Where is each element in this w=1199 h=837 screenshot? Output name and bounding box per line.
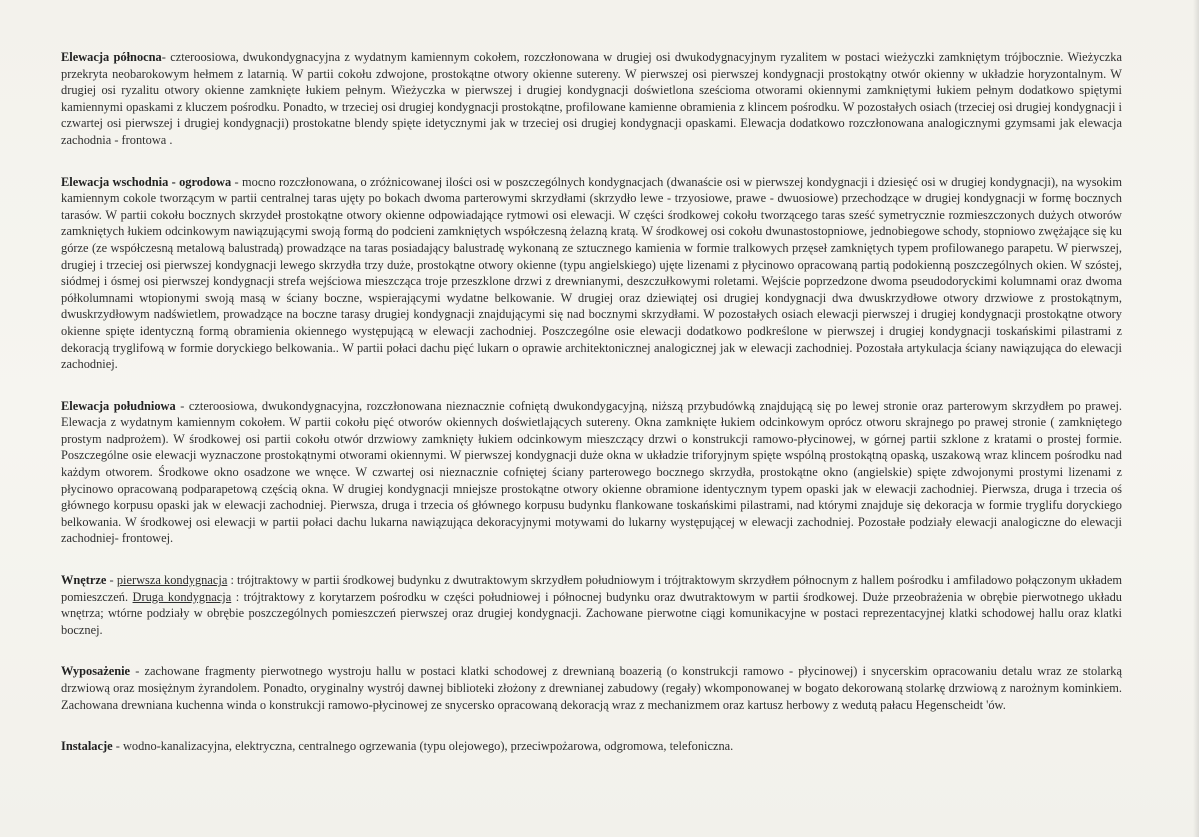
section-heading: Elewacja wschodnia - ogrodowa <box>61 174 232 189</box>
section-north-elevation <box>61 49 1122 149</box>
section-text: - wodno-kanalizacyjna, elektryczna, centralnego ogrzewania (typu olejowego), przeciwpożarowa, odgromowa, telefoniczna. <box>112 739 734 754</box>
section-text-mid: : trójtraktowy w partii środkowej budynku z dwutraktowym skrzydłem południowym i trójtraktowym skrzydłem północnym z hallem pośrodku i amfiladowo połączonym układem pomieszczeń. <box>61 573 1122 604</box>
underlined-term-first-floor: pierwsza kondygnacja <box>116 573 228 588</box>
section-installations <box>61 738 1122 755</box>
section-interior <box>61 572 1122 638</box>
section-heading: Elewacja południowa <box>61 398 176 413</box>
section-south-elevation <box>61 398 1122 547</box>
page-edge-shadow <box>1193 0 1199 837</box>
section-text-pre: - <box>106 573 117 588</box>
document-body <box>61 49 1122 780</box>
section-equipment <box>61 663 1122 713</box>
section-heading: Wyposażenie <box>61 664 131 679</box>
section-heading: Wnętrze <box>61 573 107 588</box>
underlined-term-second-floor: Druga kondygnacja <box>132 589 232 604</box>
section-east-elevation <box>61 174 1122 373</box>
section-text: - mocno rozczłonowana, o zróżnicowanej ilości osi w poszczególnych kondygnacjach (dwanaście osi w pierwszej kondygnacji i dziesięć osi w drugiej kondygnacji), na wysokim kamiennym cokole tworzącym w partii centralnej taras ujęty po bokach dwoma parterowymi skrzydłami (skrzydło lewe - trzyosiowe, prawe - dwuosiowe) przechodzące w drugiej kondygnacji w formę bocznych tarasów. W partii cokołu bocznych skrzydeł prostokątne otwory okienne odpowiadające rytmowi osi elewacji. W części środkowej cokołu tworzącego taras sześć symetrycznie rozmieszczonych dużych otworów zamkniętych łukiem odcinkowym nawiązującymi swoją formą do podcieni zamkniętych współczesną żelazną kratą. W środkowej osi cokołu dwunastostopniowe, jednobiegowe schody, stopniowo zwężające się ku górze (ze współczesną metalową balustradą) prowadzące na taras posiadający balustradę wykonaną ze sztucznego kamienia w formie tralkowych przęseł zamkniętych typem profilowanego parapetu. W pierwszej, drugiej i trzeciej osi pierwszej kondygnacji lewego skrzydła trzy duże, prostokątne otwory okienne (typu angielskiego) ujęte lizenami z płycinowo opracowaną partią podokienną poszczególnych okien. W szóstej, siódmej i ósmej osi pierwszej kondygnacji strefa wejściowa mieszcząca troje przeszklone drzwi z drewnianymi, deszczułkowymi roletami. Wejście poprzedzone dwoma pseudodoryckimi kolumnami oraz dwoma półkolumnami wtopionymi swoją masą w ściany boczne, wspierającymi wydatne belkowanie. W drugiej oraz dziewiątej osi drugiej kondygnacji dwa dwuskrzydłowe otwory drzwiowe z prostokątnym, dwuskrzydłowym nadświetlem, prowadzące na boczne tarasy drugiej kondygnacji znajdującymi się nad bocznymi skrzydłami. W pozostałych osiach elewacji pierwszej i drugiej kondygnacji prostokątne otwory okienne spięte identyczną formą obramienia okiennego występującą w elewacji zachodniej. Poszczególne osie elewacji dodatkowo podkreślone w pierwszej i drugiej kondygnacji toskańskimi pilastrami z dekoracją tryglifową w formie doryckiego belkowania.. W partii połaci dachu pięć lukarn o oprawie architektonicznej analogicznej jak w elewacji zachodniej. Pozostała artykulacja ściany nawiązująca do elewacji zachodniej. <box>61 174 1122 372</box>
section-text: - zachowane fragmenty pierwotnego wystroju hallu w postaci klatki schodowej z drewnianą boazerią (o konstrukcji ramowo - płycinowej) i snycerskim opracowaniu detalu wraz ze stolarką drzwiową oraz mosiężnym żyrandolem. Ponadto, oryginalny wystrój dawnej biblioteki złożony z drewnianej zabudowy (regały) wkomponowanej w bogato dekorowaną stolarkę drzwiową z narożnym kominkiem. Zachowana drewniana kuchenna winda o konstrukcji ramowo-płycinowej ze snycersko opracowaną dekoracją wraz z mechanizmem oraz kartusz herbowy z wedutą pałacu Hegenscheidt 'ów. <box>61 664 1122 712</box>
section-text-post: : trójtraktowy z korytarzem pośrodku w części południowej i północnej budynku oraz dwutraktowym w partii środkowej. Duże przeobrażenia w obrębie pierwotnego układu wnętrza; wtórne podziały w obrębie poszczególnych pomieszczeń pierwszej oraz drugiej kondygnacji. Zachowane pierwotne ciągi komunikacyjne w postaci reprezentacyjnej klatki schodowej hallu oraz klatki bocznej. <box>61 589 1122 637</box>
section-heading: Elewacja północna <box>61 50 162 64</box>
section-text: - czteroosiowa, dwukondygnacyjna z wydatnym kamiennym cokołem, rozczłonowana w drugiej osi dwukodygnacyjnym ryzalitem w postaci wieżyczki zamkniętym trójbocznie. Wieżyczka przekryta neobarokowym hełmem z latarnią. W partii cokołu zdwojone, prostokątne otwory okienne sutereny. W pierwszej osi pierwszej kondygnacji prostokątny otwór okienny w układzie horyzontalnym. W drugiej osi ryzalitu otwory okienne zamknięte łukiem pełnym. Wieżyczka w pierwszej i drugiej kondygnacji doświetlona sześcioma otworami okiennymi zamkniętymi łukiem pełnym dodatkowo spiętymi kamiennymi opaskami z kluczem pośrodku. Ponadto, w trzeciej osi drugiej kondygnacji prostokątne, profilowane kamienne obramienia z klincem pośrodku. W pozostałych osiach (trzeciej osi drugiej kondygnacji i czwartej osi pierwszej i drugiej kondygnacji) prostokatne blendy spięte idetycznymi jak w trzeciej osi drugiej kondygnacji opaskami. Elewacja dodatkowo rozczłonowana analogicznymi gzymsami jak elewacja zachodnia - frontowa . <box>61 50 1122 147</box>
section-text: - czteroosiowa, dwukondygnacyjna, rozczłonowana nieznacznie cofniętą dwukondygacyjną, niższą przybudówką znajdującą się po lewej stronie oraz parterowym skrzydłem po prawej. Elewacja z wydatnym kamiennym cokołem. W partii cokołu pięć otworów okiennych doświetlających sutereny. Okna zamknięte łukiem odcinkowym oprócz otworu skrajnego po prawej stronie ( zamkniętego prostym nadprożem). W środkowej osi partii cokołu otwór drzwiowy zamknięty łukiem odcinkowym mieszczący drzwi o konstrukcji ramowo-płycinowej, w górnej partii szklone z kratami o prostej formie. Poszczególne osie elewacji wyznaczone prostokątnymi otworami okiennymi. W pierwszej kondygnacji duże okna w układzie triforyjnym spięte wspólną prostokątną opaską, uszakową wraz klincem pośrodku nad każdym otworem. Środkowe okno osadzone we wnęce. W czwartej osi nieznacznie cofniętej ściany parterowego bocznego skrzydła, prostokątne okno (angielskie) spięte zdwojonymi prostymi lizenami z płycinowo opracowaną podparapetową częścią okna. W drugiej kondygnacji mniejsze prostokątne otwory okienne obramione identycznym typem opaski jak w elewacji zachodniej. Pierwsza, druga i trzecia oś głównego korpusu opaski jak w elewacji zachodniej. Pierwsza, druga i trzecia oś głównego korpusu budynku flankowane toskańskimi pilastrami, nad którymi znajduje się dekoracja w formie tryglifu doryckiego belkowania. W środkowej osi elewacji w partii połaci dachu lukarna nawiązująca dekoracyjnymi motywami do lukarny występującej w elewacji zachodniej. Pozostałe podziały elewacji analogiczne do elewacji zachodniej- frontowej. <box>61 398 1122 546</box>
section-heading: Instalacje <box>61 739 113 754</box>
